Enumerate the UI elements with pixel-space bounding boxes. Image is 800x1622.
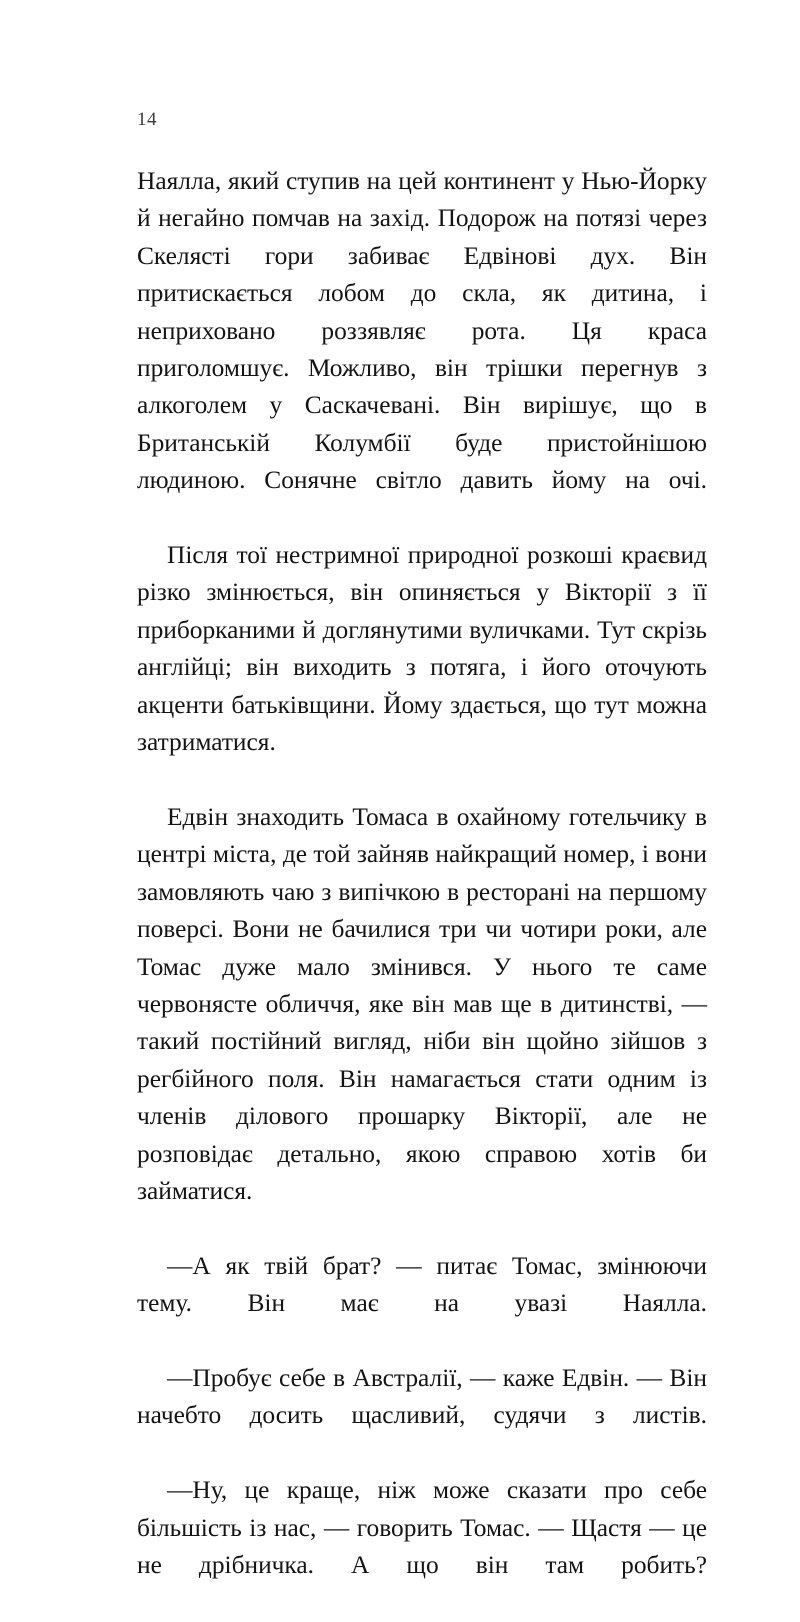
dialogue-paragraph: —Ну, це краще, ніж може сказати про себе більшість із нас, — говорить Томас. — Щастя — це не дрібничка. А що він там робить? bbox=[137, 1476, 707, 1580]
page-number: 14 bbox=[137, 109, 157, 130]
paragraph: Після тої нестримної природної розкоші краєвид різко змінюється, він опиняється у Вікторії з її приборканими й доглянутими вуличками. Тут скрізь англійці; він виходить з потяга, і його оточують акценти батьківщини. Йому здається, що тут можна затриматися. bbox=[137, 541, 707, 757]
dialogue-paragraph: —А як твій брат? — питає Томас, змінюючи тему. Він має на увазі Наялла. bbox=[137, 1251, 707, 1318]
page-text-body bbox=[137, 163, 707, 1622]
paragraph: Наялла, який ступив на цей континент у Нью-Йорку й негайно помчав на захід. Подорож на потязі через Скелясті гори забиває Едвінові дух. Він притискається лобом до скла, як дитина, і неприховано роззявляє рота. Ця краса приголомшує. Можливо, він трішки перегнув з алкоголем у Саскачевані. Він вирішує, що в Британській Колумбії буде пристойнішою людиною. Сонячне світло давить йому на очі. bbox=[137, 167, 707, 495]
paragraph: Едвін знаходить Томаса в охайному готельчику в центрі міста, де той зайняв найкращий номер, і вони замовляють чаю з випічкою в ресторані на першому поверсі. Вони не бачилися три чи чотири роки, але Томас дуже мало змінився. У нього те саме червонясте обличчя, яке він мав ще в дитинстві, — такий постійний вигляд, ніби він щойно зійшов з регбійного поля. Він намагається стати одним із членів ділового прошарку Вікторії, але не розповідає детально, якою справою хотів би займатися. bbox=[137, 802, 707, 1205]
dialogue-paragraph: —Пробує себе в Австралії, — каже Едвін. — Він начебто досить щасливий, судячи з листів. bbox=[137, 1364, 707, 1430]
